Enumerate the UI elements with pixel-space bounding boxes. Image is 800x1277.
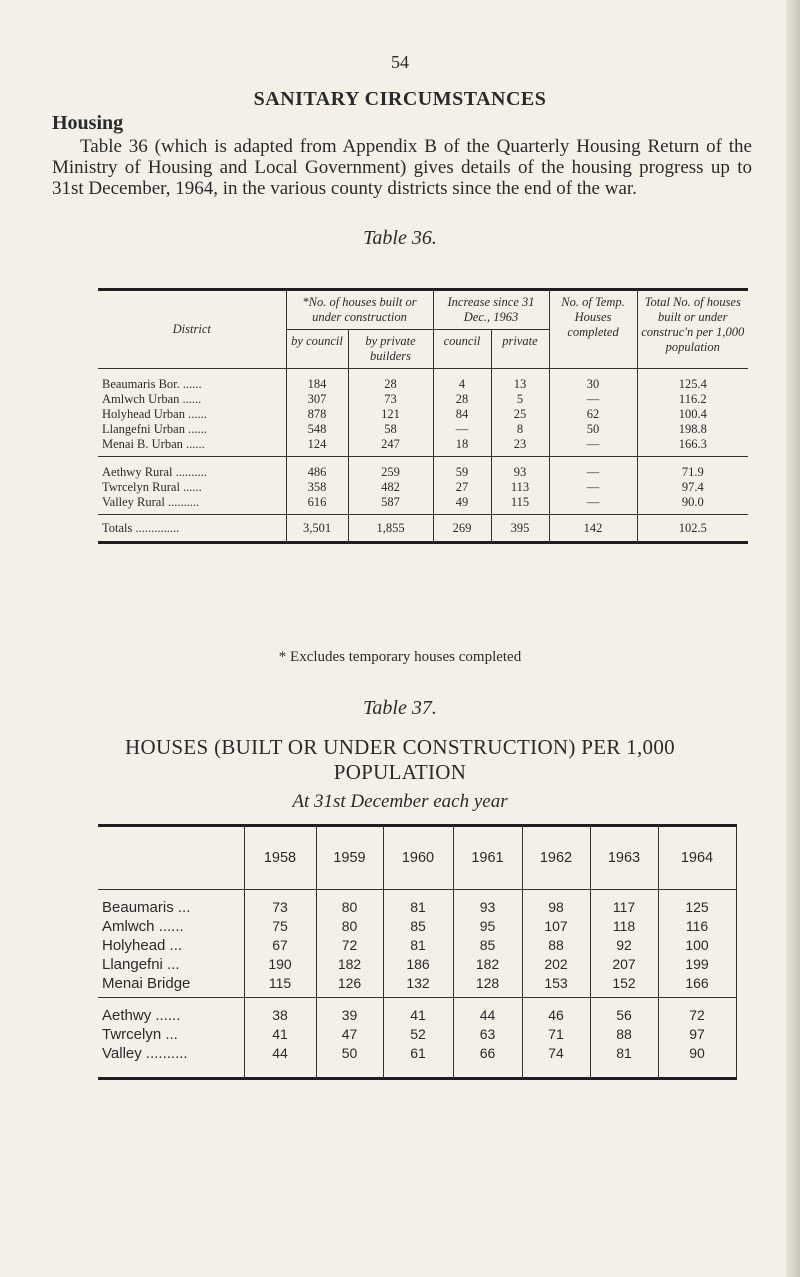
cell-value: 153 <box>522 974 590 998</box>
inc-private: 13 <box>491 369 549 393</box>
by-private: 73 <box>348 392 433 407</box>
inc-council: 84 <box>433 407 491 422</box>
totals-row <box>98 515 748 543</box>
by-council: 878 <box>286 407 348 422</box>
table-row <box>98 1044 736 1079</box>
table-row <box>98 437 748 457</box>
cell-value: 98 <box>522 890 590 918</box>
temp-houses: 30 <box>549 369 637 393</box>
table-row <box>98 369 748 393</box>
totals-label: Totals .............. <box>98 515 286 543</box>
district-name: Twrcelyn ... <box>102 1026 178 1043</box>
header-year: 1958 <box>244 826 316 890</box>
cell-value: 81 <box>383 890 453 918</box>
page-number: 54 <box>391 52 409 72</box>
by-council: 307 <box>286 392 348 407</box>
cell-value: 41 <box>244 1025 316 1044</box>
cell-value: 67 <box>244 936 316 955</box>
cell-value: 199 <box>658 955 736 974</box>
cell-value: 63 <box>453 1025 522 1044</box>
inc-private: 25 <box>491 407 549 422</box>
per-1000: 90.0 <box>637 495 748 515</box>
cell-value: 56 <box>590 998 658 1026</box>
temp-houses: 50 <box>549 422 637 437</box>
cell-value: 95 <box>453 917 522 936</box>
per-1000: 71.9 <box>637 457 748 481</box>
table-row <box>98 998 736 1026</box>
by-private: 247 <box>348 437 433 457</box>
header-year: 1963 <box>590 826 658 890</box>
inc-council: — <box>433 422 491 437</box>
table-row <box>98 917 736 936</box>
header-district: District <box>98 290 286 369</box>
cell-value: 66 <box>453 1044 522 1079</box>
inc-private: 5 <box>491 392 549 407</box>
by-private: 259 <box>348 457 433 481</box>
per-1000: 100.4 <box>637 407 748 422</box>
cell-value: 72 <box>658 998 736 1026</box>
table-row <box>98 407 748 422</box>
cell-value: 39 <box>316 998 383 1026</box>
cell-value: 41 <box>383 998 453 1026</box>
cell-value: 81 <box>383 936 453 955</box>
intro-paragraph: Table 36 (which is adapted from Appendix B of the Quarterly Housing Return of the Ministry of Housing and Local Government) gives details of the housing progress up to 31st December, 1964, in the various county districts since the end of the war. <box>52 136 752 199</box>
cell-value: 190 <box>244 955 316 974</box>
table-row <box>98 392 748 407</box>
inc-council: 59 <box>433 457 491 481</box>
cell-value: 73 <box>244 890 316 918</box>
district-name: Menai B. Urban ...... <box>98 437 286 457</box>
cell-value: 71 <box>522 1025 590 1044</box>
temp-houses: 142 <box>549 515 637 543</box>
table37-title-line1: HOUSES (BUILT OR UNDER CONSTRUCTION) PER 1,000 <box>125 735 675 759</box>
inc-council: 28 <box>433 392 491 407</box>
cell-value: 47 <box>316 1025 383 1044</box>
cell-value: 81 <box>590 1044 658 1079</box>
by-council: 184 <box>286 369 348 393</box>
inc-private: 113 <box>491 480 549 495</box>
header-increase: Increase since 31 Dec., 1963 <box>433 290 549 330</box>
cell-value: 44 <box>453 998 522 1026</box>
district-name: Aethwy ...... <box>102 1007 181 1024</box>
per-1000: 166.3 <box>637 437 748 457</box>
by-council: 486 <box>286 457 348 481</box>
temp-houses: — <box>549 495 637 515</box>
cell-value: 80 <box>316 890 383 918</box>
header-by-council: by council <box>286 330 348 369</box>
inc-private: 8 <box>491 422 549 437</box>
by-private: 28 <box>348 369 433 393</box>
cell-value: 46 <box>522 998 590 1026</box>
table36-footnote: * Excludes temporary houses completed <box>278 649 522 665</box>
cell-value: 126 <box>316 974 383 998</box>
per-1000: 198.8 <box>637 422 748 437</box>
cell-value: 115 <box>244 974 316 998</box>
cell-value: 202 <box>522 955 590 974</box>
table-row <box>98 974 736 998</box>
district-name: Beaumaris ... <box>102 899 191 916</box>
cell-value: 186 <box>383 955 453 974</box>
temp-houses: — <box>549 457 637 481</box>
by-private: 587 <box>348 495 433 515</box>
district-name: Valley Rural .......... <box>98 495 286 515</box>
cell-value: 166 <box>658 974 736 998</box>
header-year: 1959 <box>316 826 383 890</box>
cell-value: 93 <box>453 890 522 918</box>
by-council: 124 <box>286 437 348 457</box>
inc-private: 93 <box>491 457 549 481</box>
table-row <box>98 1025 736 1044</box>
by-private: 1,855 <box>348 515 433 543</box>
inc-council: 18 <box>433 437 491 457</box>
cell-value: 88 <box>590 1025 658 1044</box>
table37-title-line2: POPULATION <box>333 760 467 784</box>
inc-council: 269 <box>433 515 491 543</box>
cell-value: 132 <box>383 974 453 998</box>
district-name: Aethwy Rural .......... <box>102 465 207 479</box>
table37-title <box>0 735 800 785</box>
district-name: Valley .......... <box>98 1044 244 1079</box>
inc-private: 115 <box>491 495 549 515</box>
cell-value: 90 <box>658 1044 736 1079</box>
temp-houses: — <box>549 437 637 457</box>
cell-value: 107 <box>522 917 590 936</box>
sub-heading: Housing <box>52 112 124 134</box>
inc-private: 23 <box>491 437 549 457</box>
table-row <box>98 955 736 974</box>
per-1000: 125.4 <box>637 369 748 393</box>
per-1000: 116.2 <box>637 392 748 407</box>
inc-council: 27 <box>433 480 491 495</box>
district-name: Menai Bridge <box>98 974 244 998</box>
table-row <box>98 890 736 918</box>
section-heading: SANITARY CIRCUMSTANCES <box>253 88 547 110</box>
district-name: Twrcelyn Rural ...... <box>102 480 202 494</box>
cell-value: 85 <box>383 917 453 936</box>
district-name: Beaumaris Bor. ...... <box>102 377 202 391</box>
district-name: Amlwch ...... <box>102 918 184 935</box>
by-private: 121 <box>348 407 433 422</box>
cell-value: 88 <box>522 936 590 955</box>
cell-value: 85 <box>453 936 522 955</box>
by-council: 3,501 <box>286 515 348 543</box>
cell-value: 52 <box>383 1025 453 1044</box>
table-row <box>98 480 748 495</box>
temp-houses: 62 <box>549 407 637 422</box>
header-temp-houses: No. of Temp. Houses completed <box>549 290 637 369</box>
cell-value: 44 <box>244 1044 316 1079</box>
cell-value: 207 <box>590 955 658 974</box>
by-private: 482 <box>348 480 433 495</box>
header-year: 1961 <box>453 826 522 890</box>
inc-council: 49 <box>433 495 491 515</box>
cell-value: 74 <box>522 1044 590 1079</box>
table-row <box>98 936 736 955</box>
cell-value: 100 <box>658 936 736 955</box>
cell-value: 128 <box>453 974 522 998</box>
header-total-per-1000: Total No. of houses built or under construc'n per 1,000 population <box>637 290 748 369</box>
cell-value: 116 <box>658 917 736 936</box>
page-edge-shadow <box>786 0 800 1277</box>
district-name: Llangefni ... <box>102 956 180 973</box>
district-name: Holyhead ... <box>102 937 183 954</box>
header-inc-council: council <box>433 330 491 369</box>
cell-value: 61 <box>383 1044 453 1079</box>
header-by-private: by private builders <box>348 330 433 369</box>
cell-value: 92 <box>590 936 658 955</box>
header-year: 1964 <box>658 826 736 890</box>
header-inc-private: private <box>491 330 549 369</box>
by-private: 58 <box>348 422 433 437</box>
header-built: *No. of houses built or under construction <box>286 290 433 330</box>
cell-value: 125 <box>658 890 736 918</box>
table37-caption: Table 37. <box>363 697 437 719</box>
cell-value: 38 <box>244 998 316 1026</box>
cell-value: 50 <box>316 1044 383 1079</box>
header-blank <box>98 826 244 890</box>
table36-caption: Table 36. <box>363 227 437 249</box>
table-row <box>98 495 748 515</box>
header-year: 1962 <box>522 826 590 890</box>
header-year: 1960 <box>383 826 453 890</box>
cell-value: 118 <box>590 917 658 936</box>
district-name: Llangefni Urban ...... <box>102 422 207 436</box>
temp-houses: — <box>549 480 637 495</box>
table-row <box>98 422 748 437</box>
cell-value: 80 <box>316 917 383 936</box>
table-37 <box>98 824 737 1080</box>
cell-value: 182 <box>453 955 522 974</box>
by-council: 548 <box>286 422 348 437</box>
temp-houses: — <box>549 392 637 407</box>
district-name: Holyhead Urban ...... <box>102 407 207 421</box>
per-1000: 102.5 <box>637 515 748 543</box>
table37-subtitle: At 31st December each year <box>292 791 508 812</box>
table-36 <box>98 288 748 544</box>
cell-value: 75 <box>244 917 316 936</box>
cell-value: 117 <box>590 890 658 918</box>
inc-private: 395 <box>491 515 549 543</box>
table-row <box>98 457 748 481</box>
by-council: 616 <box>286 495 348 515</box>
by-council: 358 <box>286 480 348 495</box>
cell-value: 72 <box>316 936 383 955</box>
cell-value: 97 <box>658 1025 736 1044</box>
district-name: Amlwch Urban ...... <box>102 392 202 406</box>
per-1000: 97.4 <box>637 480 748 495</box>
inc-council: 4 <box>433 369 491 393</box>
cell-value: 182 <box>316 955 383 974</box>
cell-value: 152 <box>590 974 658 998</box>
